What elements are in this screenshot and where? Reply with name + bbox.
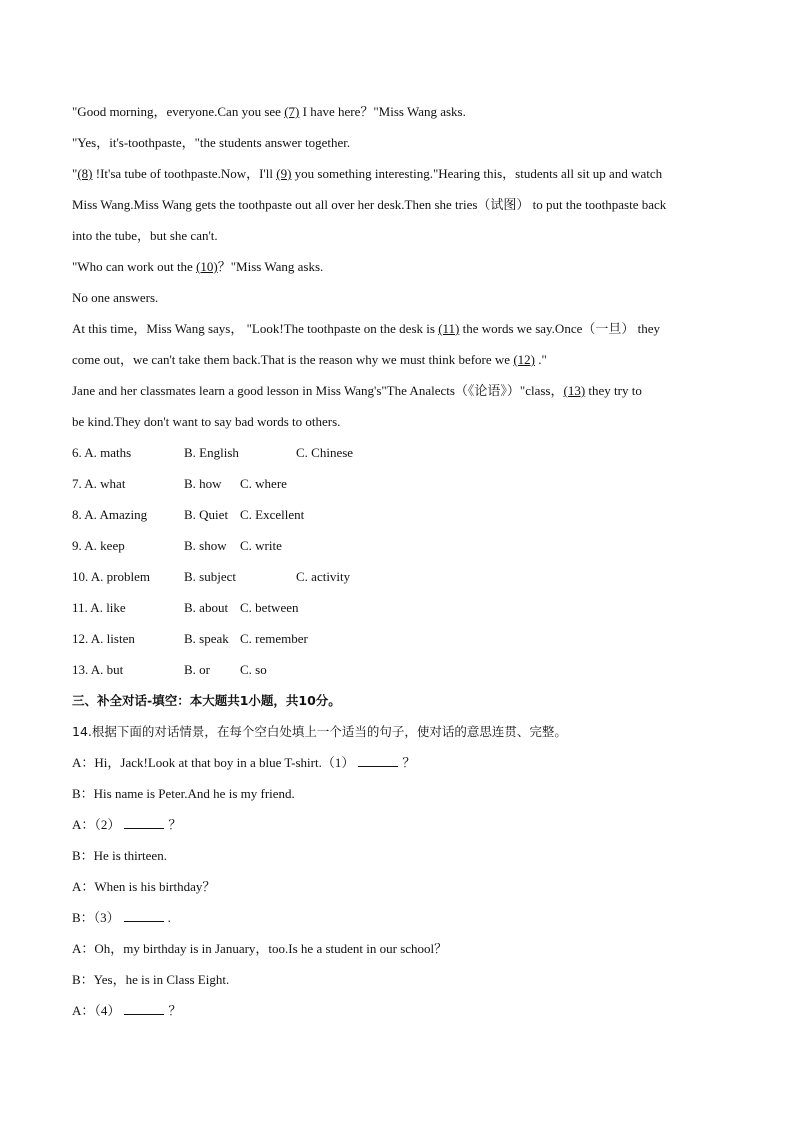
text: be kind.They don't want to say bad words to others. [72, 414, 341, 429]
dialog-end: ？ [168, 1003, 182, 1018]
passage-line [72, 348, 732, 379]
dialog-line [72, 782, 732, 813]
option-b: B. how [184, 476, 222, 491]
answer-blank[interactable] [124, 814, 164, 829]
option-a: 11. A. like [72, 600, 126, 615]
dialog-text: B：His name is Peter.And he is my friend. [72, 786, 295, 801]
dialog-line [72, 751, 732, 782]
option-a: 10. A. problem [72, 569, 150, 584]
passage-line [72, 131, 732, 162]
option-row [72, 658, 732, 689]
blank-number: (7) [284, 104, 300, 119]
option-c: C. so [240, 662, 267, 677]
text: ." [535, 352, 547, 367]
text: Miss Wang.Miss Wang gets the toothpaste out all over her desk.Then she tries（试图） to put the toothpaste back [72, 197, 667, 212]
answer-blank[interactable] [124, 907, 164, 922]
blank-number: (11) [438, 321, 460, 336]
dialog-text: B：（3） [72, 910, 120, 925]
passage-line [72, 317, 732, 348]
passage-line [72, 193, 732, 224]
passage-line [72, 286, 732, 317]
dialog-text: A：（2） [72, 817, 121, 832]
text: At this time，Miss Wang says， "Look!The toothpaste on the desk is [72, 321, 439, 336]
option-b: B. Quiet [184, 507, 229, 522]
blank-number: (8) [77, 166, 93, 181]
dialog-text: A：When is his birthday？ [72, 879, 216, 894]
option-b: B. subject [184, 569, 236, 584]
document-page [72, 100, 732, 1030]
dialog-line [72, 937, 732, 968]
option-b: B. about [184, 600, 229, 615]
dialog-text: B：Yes，he is in Class Eight. [72, 972, 230, 987]
blank-number: (10) [196, 259, 218, 274]
text: you something interesting."Hearing this，students all sit up and watch [291, 166, 663, 181]
passage-line [72, 100, 732, 131]
answer-blank[interactable] [124, 1000, 164, 1015]
blank-number: (12) [513, 352, 535, 367]
text: No one answers. [72, 290, 159, 305]
passage-line [72, 224, 732, 255]
option-c: C. Excellent [240, 507, 305, 522]
option-b: B. speak [184, 631, 229, 646]
option-b: B. or [184, 662, 210, 677]
passage-line [72, 255, 732, 286]
text: I have here？"Miss Wang asks. [299, 104, 466, 119]
question-instruction: 14.根据下面的对话情景，在每个空白处填上一个适当的句子，使对话的意思连贯、完整。 [72, 724, 567, 739]
section-heading: 三、补全对话-填空：本大题共1小题，共10分。 [72, 693, 341, 708]
dialog-line [72, 875, 732, 906]
option-c: C. between [240, 600, 299, 615]
dialog-end: . [167, 910, 171, 925]
dialog-text: A：Hi，Jack!Look at that boy in a blue T-shirt.（1） [72, 755, 355, 770]
blank-number: (9) [276, 166, 292, 181]
option-row [72, 596, 732, 627]
dialog-end: ？ [402, 755, 416, 770]
text: "Good morning，everyone.Can you see [72, 104, 285, 119]
option-a: 8. A. Amazing [72, 507, 148, 522]
option-row [72, 627, 732, 658]
option-row [72, 534, 732, 565]
option-b: B. English [184, 445, 239, 460]
option-row [72, 472, 732, 503]
option-a: 7. A. what [72, 476, 126, 491]
text: !It'sa tube of toothpaste.Now，I'll [92, 166, 277, 181]
text: into the tube，but she can't. [72, 228, 218, 243]
option-c: C. remember [240, 631, 308, 646]
text: "Yes，it's-toothpaste，"the students answer together. [72, 135, 351, 150]
blank-number: (13) [563, 383, 586, 398]
option-a: 9. A. keep [72, 538, 125, 553]
option-c: C. where [240, 476, 287, 491]
dialog-line [72, 999, 732, 1030]
text: Jane and her classmates learn a good lesson in Miss Wang's"The Analects（《论语》）"class， [72, 383, 564, 398]
text: the words we say.Once（一旦） they [459, 321, 660, 336]
option-row [72, 565, 732, 596]
option-c: C. activity [296, 569, 351, 584]
dialog-text: A：Oh，my birthday is in January，too.Is he a student in our school？ [72, 941, 448, 956]
option-row [72, 441, 732, 472]
option-a: 6. A. maths [72, 445, 132, 460]
answer-blank[interactable] [358, 752, 398, 767]
passage-line [72, 410, 732, 441]
dialog-end: ？ [168, 817, 182, 832]
option-a: 13. A. but [72, 662, 124, 677]
option-c: C. write [240, 538, 282, 553]
option-c: C. Chinese [296, 445, 354, 460]
option-a: 12. A. listen [72, 631, 135, 646]
dialog-line [72, 968, 732, 999]
text: "Who can work out the [72, 259, 197, 274]
dialog-line [72, 844, 732, 875]
dialog-line [72, 906, 732, 937]
passage-line [72, 162, 732, 193]
text: " [72, 166, 78, 181]
option-b: B. show [184, 538, 227, 553]
dialog-line [72, 813, 732, 844]
option-row [72, 503, 732, 534]
dialog-text: A：（4） [72, 1003, 121, 1018]
text: come out，we can't take them back.That is the reason why we must think before we [72, 352, 514, 367]
text: they try to [585, 383, 642, 398]
text: ？"Miss Wang asks. [217, 259, 324, 274]
passage-line [72, 379, 732, 410]
dialog-text: B：He is thirteen. [72, 848, 167, 863]
